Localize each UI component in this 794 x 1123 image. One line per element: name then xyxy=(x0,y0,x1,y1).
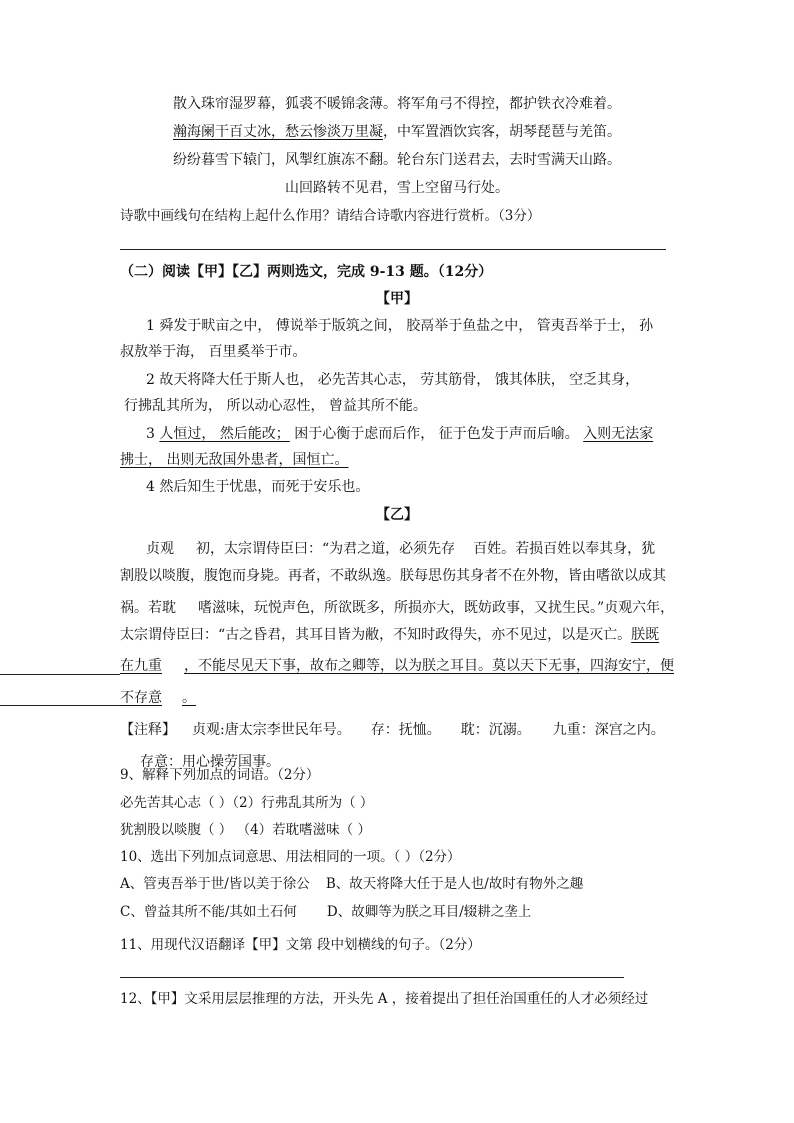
note-3: 耽：沉溺。 xyxy=(460,722,531,738)
question-9: 9、解释下列加点的词语。（2分） xyxy=(120,767,320,783)
paragraph-number: 3 xyxy=(146,426,160,442)
note-4: 九重：深宫之内。 xyxy=(552,722,665,738)
yi-underlined-end xyxy=(120,690,196,706)
underlined-sentence-1: 人恒过， 然后能改； xyxy=(159,426,290,442)
yi-line-1-mid: 初，太宗谓侍臣曰：“为君之道，必须先存 xyxy=(196,541,456,557)
option-c: C、曾益其所不能/其如土石何 xyxy=(120,904,297,920)
underlined-sentence-2-start: 入则无法家 xyxy=(583,426,654,442)
yi-line-4-text: 太宗谓侍臣曰：“古之昏君，其耳目皆为敝，不知时政得失，亦不见过，以是灭亡。 xyxy=(120,627,632,643)
margin-line-1 xyxy=(0,674,120,675)
question-9-line-2: 犹割股以啖腹（ ） （4）若耽嗜滋味（ ） xyxy=(120,822,371,838)
jia-paragraph-3-line-1 xyxy=(146,424,653,444)
yi-line-1-end: 百姓。若损百姓以奉其身，犹 xyxy=(473,541,656,557)
yi-line-6 xyxy=(120,688,196,708)
margin-line-2 xyxy=(0,705,120,706)
note-1: 贞观:唐太宗李世民年号。 xyxy=(192,722,351,738)
yi-dotted-dan: 祸。若耽 xyxy=(120,600,176,616)
jia-paragraph-1-line-1: 1 舜发于畎亩之中， 傅说举于版筑之间， 胶鬲举于鱼盐之中， 管夷吾举于士， 孙 xyxy=(146,318,654,334)
yi-underlined-jiuzhong: 在九重 xyxy=(120,658,162,674)
question-10: 10、选出下列加点词意思、用法相同的一项。（ ）（2分） xyxy=(120,849,461,865)
yi-line-3 xyxy=(120,598,674,618)
underlined-sentence-2-end: 拂士， 出则无敌国外患者，国恒亡。 xyxy=(120,452,349,468)
yi-line-2: 割股以啖腹，腹饱而身毙。再者，不敢纵逸。朕每思伤其身者不在外物，皆由嗜欲以成其 xyxy=(120,568,666,584)
yi-underlined-cunyi: 不存意 xyxy=(120,690,162,706)
yi-heading: 【乙】 xyxy=(376,507,418,523)
jia-paragraph-3-line-2 xyxy=(120,450,348,470)
yi-underlined-line-5-rest: ，不能尽见天下事，故布之卿等，以为朕之耳目。莫以天下无事，四海安宁，便 xyxy=(184,658,674,674)
poem-line-1: 散入珠帘湿罗幕，狐裘不暖锦衾薄。将军角弓不得控，都护铁衣冷难着。 xyxy=(173,96,621,112)
answer-line-8 xyxy=(120,249,666,250)
option-d: D、故卿等为朕之耳目/辍耕之垄上 xyxy=(326,904,532,920)
poem-line-2-rest: ，中军置酒饮宾客，胡琴琵琶与羌笛。 xyxy=(383,124,621,140)
question-8: 诗歌中画线句在结构上起什么作用？请结合诗歌内容进行赏析。（3分） xyxy=(120,208,541,224)
question-10-options-ab xyxy=(120,874,583,894)
poem-underlined-sentence: 瀚海阑干百丈冰，愁云惨淡万里凝 xyxy=(173,124,383,140)
question-12: 12、【甲】文采用层层推理的方法，开头先 A ，接着提出了担任治国重任的人才必须经过 xyxy=(120,991,649,1007)
option-b: B、故天将降大任于是人也/故时有物外之趣 xyxy=(325,876,584,892)
poem-line-3: 纷纷暮雪下辕门，风掣红旗冻不翻。轮台东门送君去，去时雪满天山路。 xyxy=(173,152,621,168)
yi-underlined-period: 。 xyxy=(182,690,196,706)
jia-heading: 【甲】 xyxy=(376,291,418,307)
section-2-title: （二）阅读【甲】【乙】两则选文，完成 9-13 题。（12分） xyxy=(120,264,493,280)
answer-line-11 xyxy=(120,977,624,978)
question-10-options-cd xyxy=(120,902,531,922)
yi-line-1 xyxy=(146,539,655,559)
notes-line xyxy=(120,720,665,740)
yi-line-3-rest: 嗜滋味，玩悦声色，所欲既多，所损亦大，既妨政事，又扰生民。”贞观六年， xyxy=(198,600,675,616)
yi-line-4 xyxy=(120,625,659,645)
option-a: A、管夷吾举于世/皆以美于徐公 xyxy=(120,876,310,892)
notes-label: 【注释】 xyxy=(120,722,176,738)
note-2: 存：抚恤。 xyxy=(370,722,441,738)
yi-underlined-mid xyxy=(120,658,674,674)
yi-line-5 xyxy=(120,656,674,676)
yi-underlined-start: 朕既 xyxy=(631,627,660,643)
poem-line-2 xyxy=(0,122,794,142)
jia-paragraph-2-line-2: 行拂乱其所为， 所以动心忍性， 曾益其所不能。 xyxy=(124,398,427,414)
jia-paragraph-4: 4 然后知生于忧患，而死于安乐也。 xyxy=(146,479,370,495)
jia-paragraph-1-line-2: 叔敖举于海， 百里奚举于市。 xyxy=(120,344,307,360)
yi-dotted-zhenguan: 贞观 xyxy=(146,541,174,557)
question-9-line-1: 必先苦其心志（ ）（2）行弗乱其所为（ ） xyxy=(120,795,374,811)
poem-line-4: 山回路转不见君，雪上空留马行处。 xyxy=(285,180,509,196)
paragraph-3-middle: 困于心衡于虑而后作， 征于色发于声而后喻。 xyxy=(289,426,584,442)
jia-paragraph-2-line-1: 2 故天将降大任于斯人也， 必先苦其心志， 劳其筋骨， 饿其体肤， 空乏其身， xyxy=(146,372,640,388)
note-5: 存意：用心操劳国事。 xyxy=(140,754,280,770)
question-11: 11、用现代汉语翻译【甲】文第 段中划横线的句子。（2分） xyxy=(120,937,481,953)
